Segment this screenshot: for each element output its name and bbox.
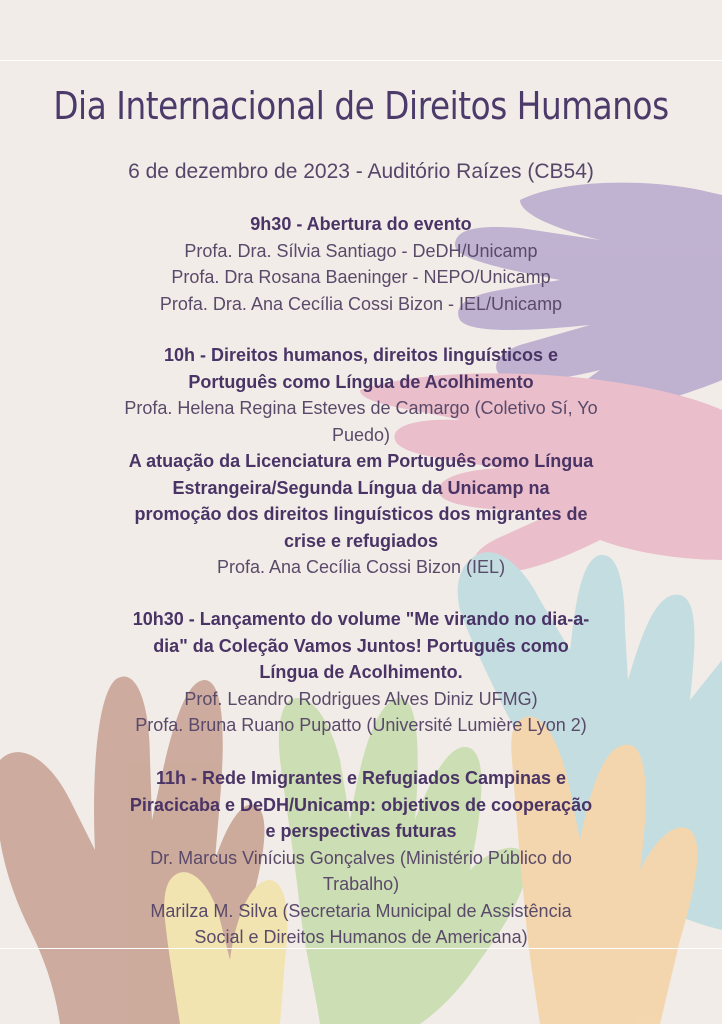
session-2-subtitle: crise e refugiados xyxy=(283,530,439,551)
session-3-title: dia" da Coleção Vamos Juntos! Português como xyxy=(153,635,569,656)
speaker: Profa. Dra Rosana Baeninger - NEPO/Unicamp xyxy=(171,267,551,287)
speaker: Profa. Ana Cecília Cossi Bizon (IEL) xyxy=(216,557,506,577)
speaker: Trabalho) xyxy=(322,874,400,894)
speaker: Dr. Marcus Vinícius Gonçalves (Ministério Público do xyxy=(150,847,572,868)
top-divider xyxy=(0,60,722,61)
session-4-title: e perspectivas futuras xyxy=(265,821,457,841)
event-subtitle: 6 de dezembro de 2023 - Auditório Raízes (CB54) xyxy=(128,160,594,183)
speaker: Prof. Leandro Rodrigues Alves Diniz UFMG) xyxy=(184,688,538,709)
session-2-subtitle: Estrangeira/Segunda Língua da Unicamp na xyxy=(172,477,550,498)
session-2-title: 10h - Direitos humanos, direitos linguísticos e xyxy=(163,345,559,365)
session-4-title: Piracicaba e DeDH/Unicamp: objetivos de cooperação xyxy=(129,794,593,815)
session-3-title: 10h30 - Lançamento do volume "Me virando no dia-a- xyxy=(132,609,590,629)
event-title: Dia Internacional de Direitos Humanos xyxy=(53,84,669,128)
speaker: Profa. Bruna Ruano Pupatto (Université Lumière Lyon 2) xyxy=(135,715,587,735)
speaker: Puedo) xyxy=(331,424,391,445)
session-3 xyxy=(60,606,662,739)
speaker: Marilza M. Silva (Secretaria Municipal de Assistência xyxy=(150,900,572,921)
session-2 xyxy=(60,342,662,581)
session-2-title: Português como Língua de Acolhimento xyxy=(188,371,534,392)
session-2-subtitle: promoção dos direitos linguísticos dos migrantes de xyxy=(134,504,588,524)
speaker: Profa. Helena Regina Esteves de Camargo (Coletivo Sí, Yo xyxy=(124,398,598,418)
session-1-title: 9h30 - Abertura do evento xyxy=(250,214,472,234)
session-4-title: 11h - Rede Imigrantes e Refugiados Campinas e xyxy=(155,768,567,788)
session-1 xyxy=(60,211,662,317)
speaker: Profa. Dra. Ana Cecília Cossi Bizon - IEL/Unicamp xyxy=(159,293,563,314)
speaker: Social e Direitos Humanos de Americana) xyxy=(194,927,528,947)
session-3-title: Língua de Acolhimento. xyxy=(259,662,463,682)
session-4 xyxy=(60,765,662,951)
session-2-subtitle: A atuação da Licenciatura em Português como Língua xyxy=(128,451,594,471)
speaker: Profa. Dra. Sílvia Santiago - DeDH/Unicamp xyxy=(184,240,538,261)
